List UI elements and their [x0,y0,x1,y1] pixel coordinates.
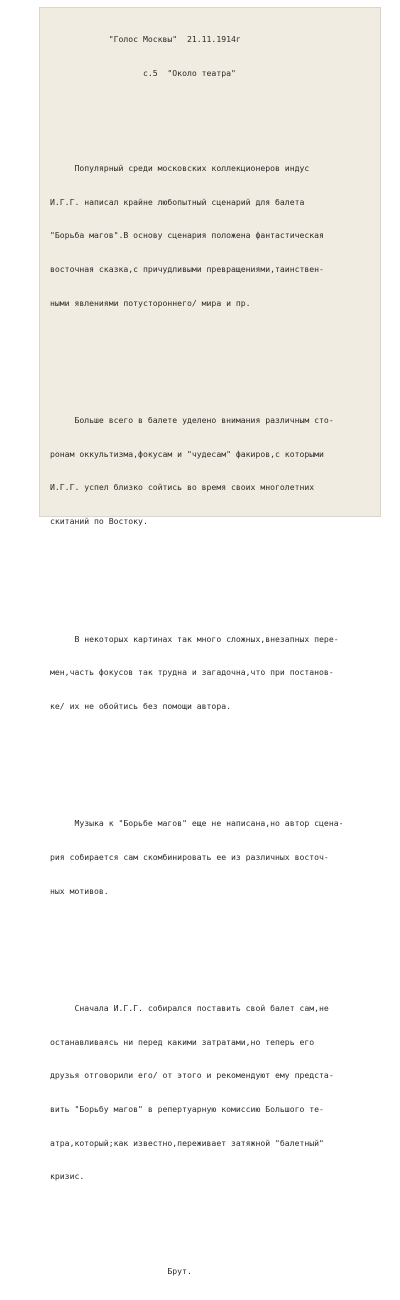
paragraph-3 [50,611,374,734]
paragraph-2 [50,393,374,550]
text-line: атра,который;как известно,переживает затяжной "балетный" [50,1137,324,1148]
text-line: скитаний по Востоку. [50,515,148,526]
paragraph-5 [50,981,374,1205]
author-signature: Брут. [50,1266,192,1277]
text-line: друзья отговорили его/ от этого и рекомендуют ему предста- [50,1070,334,1081]
typewritten-page [40,8,380,1277]
text-line: "Борьба магов".В основу сценария положена фантастическая [50,230,324,241]
text-line: ронам оккультизма,фокусам и "чудесам" факиров,с которыми [50,448,324,459]
header-newspaper-line: "Голос Москвы" 21.11.1914г [50,34,241,45]
text-line: И.Г.Г. написал крайне любопытный сценарий для балета [50,196,305,207]
text-line: Сначала И.Г.Г. собирался поставить свой балет сам,не [50,1003,329,1014]
paragraph-1 [50,141,374,331]
text-line: вить "Борьбу магов" в репертуарную комиссию Большого те- [50,1103,324,1114]
text-line: мен,часть фокусов так трудна и загадочна,что при постанов- [50,667,334,678]
paragraph-4 [50,796,374,919]
text-line: кризис. [50,1171,85,1182]
text-line: ными явлениями потустороннего/ мира и пр. [50,297,251,308]
document-text [50,12,374,1300]
text-line: И.Г.Г. успел близко сойтись во время своих многолетних [50,482,315,493]
header-section-line: с.5 "Около театра" [50,68,236,78]
text-line: ных мотивов. [50,885,109,896]
text-line: восточная сказка,с причудливыми превращениями,таинствен- [50,263,324,274]
text-line: ке/ их не обойтись без помощи автора. [50,700,231,711]
text-line: Популярный среди московских коллекционеров индус [50,163,310,174]
text-line: останавливаясь ни перед какими затратами,но теперь его [50,1036,315,1047]
text-line: В некоторых картинах так много сложных,внезапных пере- [50,633,339,644]
text-line: Музыка к "Борьбе магов" еще не написана,но автор сцена- [50,818,344,829]
text-line: рия собирается сам скомбинировать ее из различных восточ- [50,851,329,862]
text-line: Больше всего в балете уделено внимания различным сто- [50,415,334,426]
